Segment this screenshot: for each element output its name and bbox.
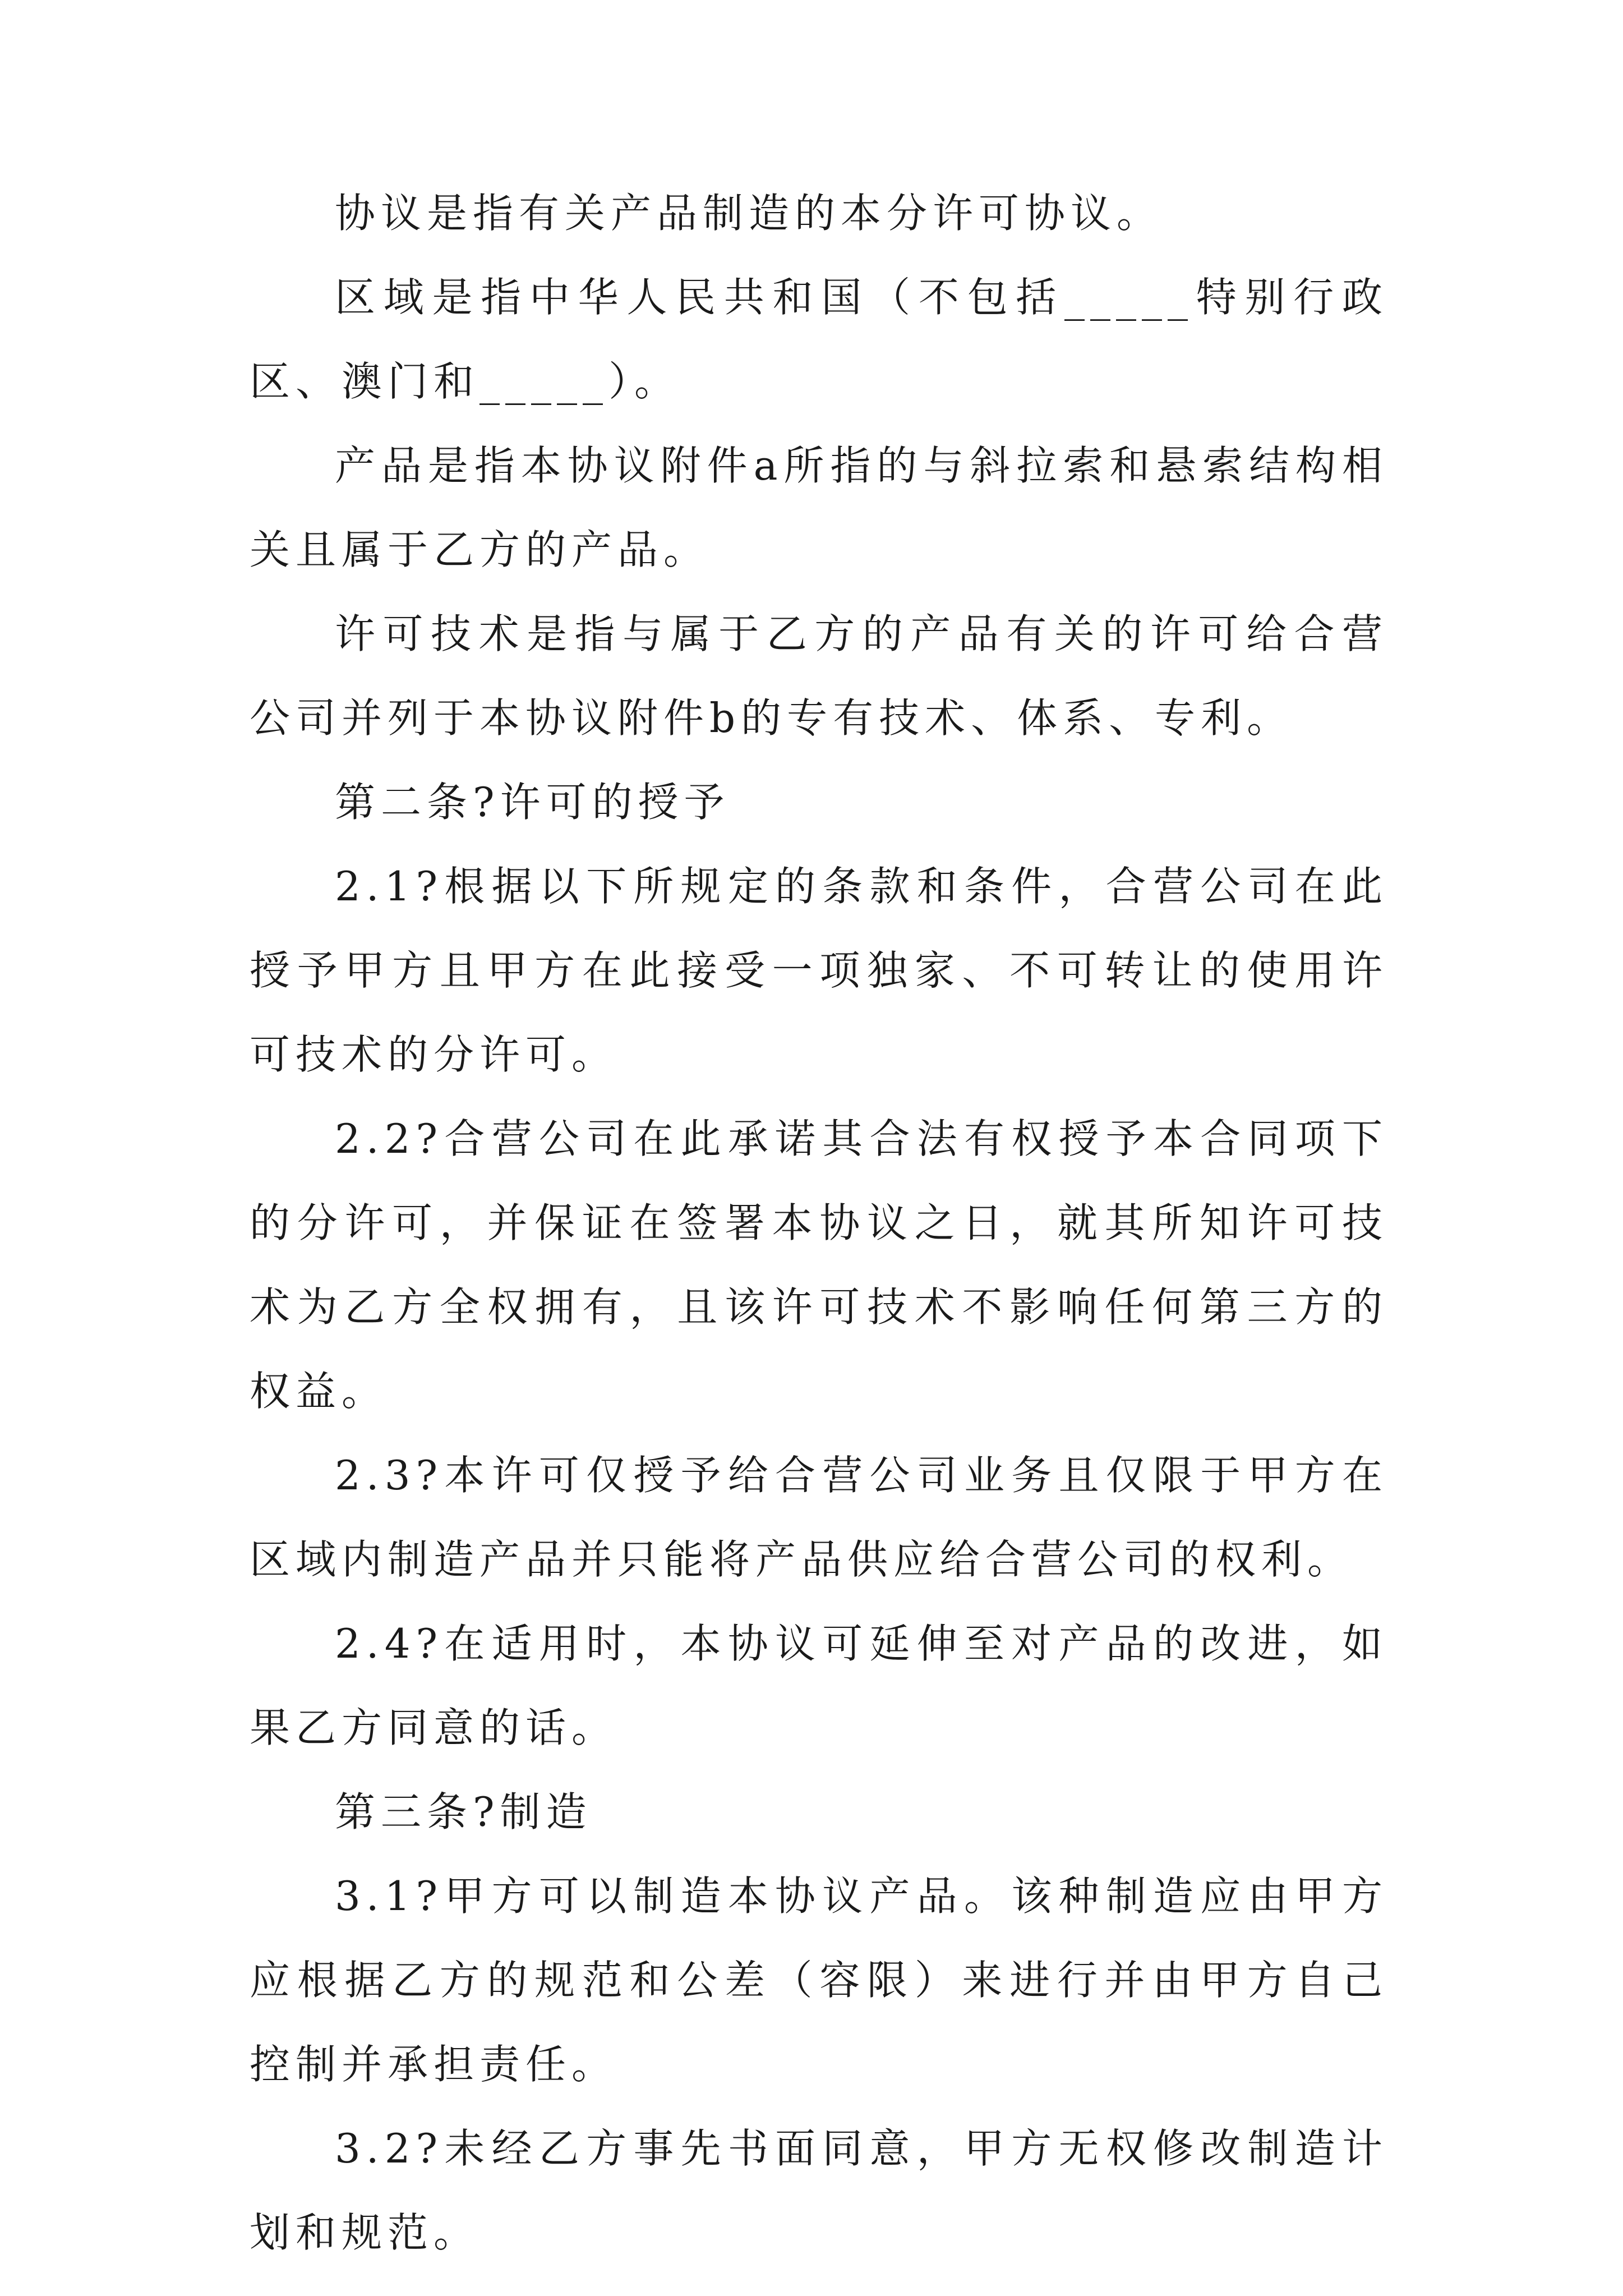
heading-article-3: 第三条?制造 bbox=[335, 1788, 592, 1835]
heading-article-2: 第二条?许可的授予 bbox=[335, 779, 730, 826]
paragraph-definition-agreement: 协议是指有关产品制造的本分许可协议。 bbox=[335, 190, 1163, 237]
clause-3-2: 3.2?未经乙方事先书面同意，甲方无权修改制造计划和规范。 bbox=[250, 2125, 1388, 2256]
clause-3-1: 3.1?甲方可以制造本协议产品。该种制造应由甲方应根据乙方的规范和公差（容限）来进行并由甲方自己控制并承担责任。 bbox=[250, 1872, 1388, 2088]
clause-2-4: 2.4?在适用时，本协议可延伸至对产品的改进，如果乙方同意的话。 bbox=[250, 1620, 1388, 1751]
paragraph-definition-product: 产品是指本协议附件a所指的与斜拉索和悬索结构相关且属于乙方的产品。 bbox=[250, 442, 1388, 573]
paragraph-definition-region: 区域是指中华人民共和国（不包括_____特别行政区、澳门和_____）。 bbox=[250, 274, 1388, 405]
document-body bbox=[250, 171, 1388, 2275]
clause-2-3: 2.3?本许可仅授予给合营公司业务且仅限于甲方在区域内制造产品并只能将产品供应给合营公司的权利。 bbox=[250, 1452, 1388, 1583]
clause-2-1: 2.1?根据以下所规定的条款和条件，合营公司在此授予甲方且甲方在此接受一项独家、不可转让的使用许可技术的分许可。 bbox=[250, 863, 1388, 1078]
clause-2-2: 2.2?合营公司在此承诺其合法有权授予本合同项下的分许可，并保证在签署本协议之日，就其所知许可技术为乙方全权拥有，且该许可技术不影响任何第三方的权益。 bbox=[250, 1115, 1388, 1415]
paragraph-definition-licensed-technology: 许可技术是指与属于乙方的产品有关的许可给合营公司并列于本协议附件b的专有技术、体系、专利。 bbox=[250, 610, 1388, 742]
